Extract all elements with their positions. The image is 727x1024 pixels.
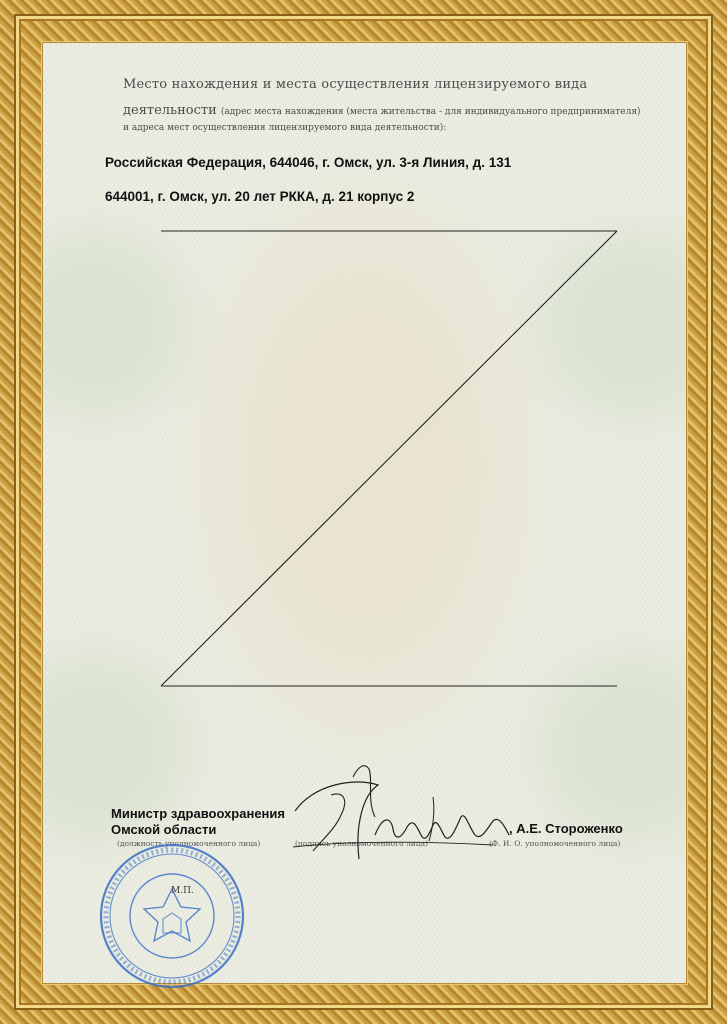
heading-line-2-note: (адрес места нахождения (места жительства - для индивидуального предпринимателя) (220, 107, 641, 117)
caption-name: (Ф. И. О. уполномоченного лица) (489, 839, 621, 848)
heading-line-2-main: деятельности (123, 103, 217, 118)
heading-line-3: и адреса мест осуществления лицензируемого вида деятельности): (123, 123, 447, 133)
signatory-position-line-1: Министр здравоохранения (111, 806, 285, 821)
seal-mark-label: М.П. (171, 886, 194, 896)
caption-position: (должность уполномоченного лица) (117, 839, 261, 848)
address-secondary: 644001, г. Омск, ул. 20 лет РККА, д. 21 корпус 2 (105, 189, 415, 204)
caption-signature: (подпись уполномоченного лица) (295, 839, 429, 848)
handwritten-signature-icon (283, 755, 513, 865)
certificate-paper (42, 42, 687, 984)
address-primary: Российская Федерация, 644046, г. Омск, ул. 3-я Линия, д. 131 (105, 155, 512, 170)
official-stamp-icon (97, 841, 247, 991)
signatory-name: , А.Е. Стороженко (509, 821, 623, 836)
z-line-diagonal (161, 231, 617, 686)
heading-line-1: Место нахождения и места осуществления лицензируемого вида (123, 77, 588, 92)
signatory-position-line-2: Омской области (111, 822, 217, 837)
signatory-position (111, 806, 285, 838)
